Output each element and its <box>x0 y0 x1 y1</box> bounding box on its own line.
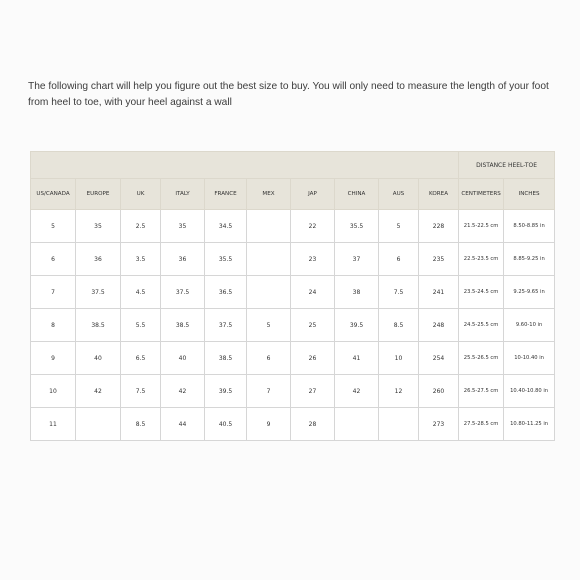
table-cell <box>76 408 121 441</box>
table-cell: 28 <box>291 408 335 441</box>
table-cell: 12 <box>379 375 419 408</box>
table-cell: 6 <box>379 243 419 276</box>
table-cell: 9 <box>31 342 76 375</box>
table-cell-inches: 10.40-10.80 in <box>504 375 555 408</box>
table-cell: 39.5 <box>335 309 379 342</box>
table-cell: 35.5 <box>335 210 379 243</box>
table-cell: 38.5 <box>76 309 121 342</box>
table-cell: 5 <box>247 309 291 342</box>
table-cell: 7.5 <box>379 276 419 309</box>
table-row <box>31 342 555 375</box>
table-cell: 235 <box>419 243 459 276</box>
table-cell: 44 <box>161 408 205 441</box>
table-cell: 6.5 <box>121 342 161 375</box>
table-cell: 5.5 <box>121 309 161 342</box>
table-cell: 5 <box>31 210 76 243</box>
column-header-china: CHINA <box>335 179 379 210</box>
table-cell: 27 <box>291 375 335 408</box>
column-header-europe: EUROPE <box>76 179 121 210</box>
table-cell-centimeters: 24.5-25.5 cm <box>459 309 504 342</box>
table-cell: 38.5 <box>205 342 247 375</box>
table-row <box>31 309 555 342</box>
table-cell: 38 <box>335 276 379 309</box>
table-cell <box>379 408 419 441</box>
table-cell: 8.5 <box>379 309 419 342</box>
table-cell: 7 <box>247 375 291 408</box>
table-cell-inches: 9.60-10 in <box>504 309 555 342</box>
intro-text: The following chart will help you figure out the best size to buy. You will only need to measure the length of your foot from heel to toe, with your heel against a wall <box>28 81 549 108</box>
table-cell: 11 <box>31 408 76 441</box>
column-header-us-canada: US/CANADA <box>31 179 76 210</box>
table-cell: 6 <box>247 342 291 375</box>
table-group-header-blank <box>31 152 459 179</box>
table-cell: 35 <box>161 210 205 243</box>
distance-heel-toe-header: DISTANCE HEEL-TOE <box>459 152 555 179</box>
table-cell <box>335 408 379 441</box>
table-cell: 38.5 <box>161 309 205 342</box>
table-cell: 34.5 <box>205 210 247 243</box>
table-cell: 3.5 <box>121 243 161 276</box>
table-cell: 42 <box>76 375 121 408</box>
column-header-korea: KOREA <box>419 179 459 210</box>
table-group-header-row <box>31 152 555 179</box>
table-cell: 9 <box>247 408 291 441</box>
column-header-aus: AUS <box>379 179 419 210</box>
table-cell: 273 <box>419 408 459 441</box>
table-cell: 25 <box>291 309 335 342</box>
column-header-mex: MEX <box>247 179 291 210</box>
table-cell-inches: 8.85-9.25 in <box>504 243 555 276</box>
size-chart-table <box>30 151 555 441</box>
table-cell: 7.5 <box>121 375 161 408</box>
table-cell: 24 <box>291 276 335 309</box>
column-header-france: FRANCE <box>205 179 247 210</box>
table-cell: 42 <box>161 375 205 408</box>
table-row <box>31 210 555 243</box>
table-cell: 37 <box>335 243 379 276</box>
table-cell-inches: 8.50-8.85 in <box>504 210 555 243</box>
table-cell: 40 <box>76 342 121 375</box>
table-row <box>31 243 555 276</box>
table-cell: 22 <box>291 210 335 243</box>
table-cell-centimeters: 27.5-28.5 cm <box>459 408 504 441</box>
table-row <box>31 375 555 408</box>
column-header-inches: INCHES <box>504 179 555 210</box>
table-cell: 40.5 <box>205 408 247 441</box>
table-cell: 2.5 <box>121 210 161 243</box>
table-cell: 36 <box>161 243 205 276</box>
table-cell: 228 <box>419 210 459 243</box>
table-cell: 10 <box>31 375 76 408</box>
table-cell: 42 <box>335 375 379 408</box>
table-cell-inches: 10.80-11.25 in <box>504 408 555 441</box>
table-cell: 40 <box>161 342 205 375</box>
table-row <box>31 276 555 309</box>
table-cell-centimeters: 23.5-24.5 cm <box>459 276 504 309</box>
table-cell: 37.5 <box>76 276 121 309</box>
table-cell: 260 <box>419 375 459 408</box>
table-cell-inches: 9.25-9.65 in <box>504 276 555 309</box>
table-cell: 241 <box>419 276 459 309</box>
table-cell: 7 <box>31 276 76 309</box>
table-cell: 6 <box>31 243 76 276</box>
column-header-uk: UK <box>121 179 161 210</box>
column-header-italy: ITALY <box>161 179 205 210</box>
table-header-row <box>31 179 555 210</box>
table-cell: 37.5 <box>161 276 205 309</box>
table-row <box>31 408 555 441</box>
table-cell: 5 <box>379 210 419 243</box>
table-cell-centimeters: 21.5-22.5 cm <box>459 210 504 243</box>
table-cell-centimeters: 26.5-27.5 cm <box>459 375 504 408</box>
table-cell: 35 <box>76 210 121 243</box>
table-cell <box>247 276 291 309</box>
table-cell: 8.5 <box>121 408 161 441</box>
table-cell: 39.5 <box>205 375 247 408</box>
table-cell: 41 <box>335 342 379 375</box>
table-cell-inches: 10-10.40 in <box>504 342 555 375</box>
table-cell: 8 <box>31 309 76 342</box>
size-chart-body <box>31 210 555 441</box>
table-cell: 37.5 <box>205 309 247 342</box>
table-cell: 254 <box>419 342 459 375</box>
table-cell: 248 <box>419 309 459 342</box>
table-cell: 35.5 <box>205 243 247 276</box>
table-cell-centimeters: 25.5-26.5 cm <box>459 342 504 375</box>
table-cell: 23 <box>291 243 335 276</box>
table-cell: 36 <box>76 243 121 276</box>
table-cell: 36.5 <box>205 276 247 309</box>
table-cell: 26 <box>291 342 335 375</box>
table-cell <box>247 210 291 243</box>
column-header-centimeters: CENTIMETERS <box>459 179 504 210</box>
column-header-jap: JAP <box>291 179 335 210</box>
table-cell: 10 <box>379 342 419 375</box>
table-cell <box>247 243 291 276</box>
table-cell: 4.5 <box>121 276 161 309</box>
table-cell-centimeters: 22.5-23.5 cm <box>459 243 504 276</box>
